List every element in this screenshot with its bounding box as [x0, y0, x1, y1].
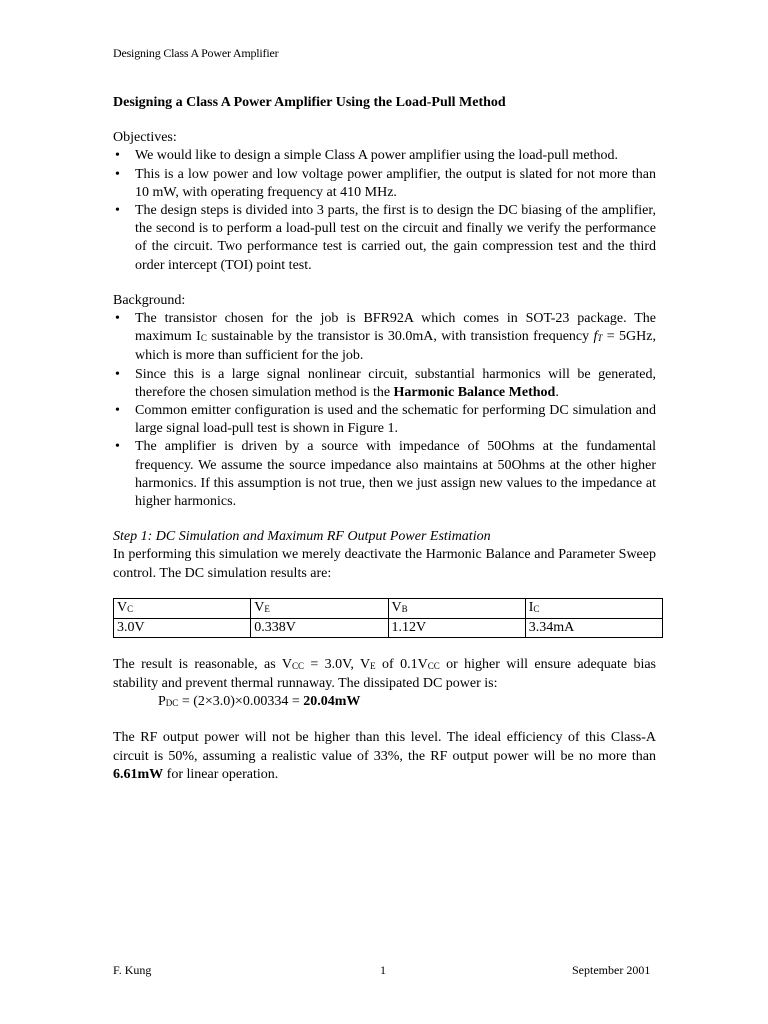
table-header-cell: IC — [525, 598, 662, 618]
table-header-cell: VB — [388, 598, 525, 618]
document-body — [113, 94, 656, 784]
footer-author: F. Kung — [113, 963, 152, 977]
objective-item: • The design steps is divided into 3 parts, the first is to design the DC biasing of the amplifier, the second is to perform a load-pull test on the circuit and finally we verify the performance of the circuit. Two performance test is carried out, the gain compression test and the third order intercept (TOI) point test. — [113, 202, 656, 275]
power-equation: PDC = (2×3.0)×0.00334 = 20.04mW — [158, 694, 361, 710]
table-header-cell: VE — [251, 598, 388, 618]
table-header-cell: VC — [114, 598, 251, 618]
step1-heading: Step 1: DC Simulation and Maximum RF Output Power Estimation — [113, 529, 491, 545]
background-item-harmonics: • Since this is a large signal nonlinear circuit, substantial harmonics will be generated, therefore the chosen simulation method is the Harmonic Balance Method. — [113, 366, 656, 402]
background-item-transistor: • The transistor chosen for the job is BFR92A which comes in SOT-23 package. The maximum IC sustainable by the transistor is 30.0mA, with transistion frequency fT = 5GHz, which is more than sufficient for the job. — [113, 310, 656, 366]
table-cell: 3.0V — [114, 618, 251, 637]
footer-date: September 2001 — [572, 963, 651, 977]
document-title: Designing a Class A Power Amplifier Using the Load-Pull Method — [113, 95, 506, 110]
background-list — [113, 310, 656, 511]
objectives-heading: Objectives: — [113, 130, 177, 146]
table-row — [114, 618, 663, 637]
background-item-source-impedance: • The amplifier is driven by a source with impedance of 50Ohms at the fundamental frequency. We assume the source impedance also maintains at 50Ohms at the other higher harmonics. If this assumption is not true, then we just assign new values to the impedance at higher harmonics. — [113, 438, 656, 511]
step1-intro: In performing this simulation we merely deactivate the Harmonic Balance and Parameter Sweep control. The DC simulation results are: — [113, 547, 656, 581]
running-header: Designing Class A Power Amplifier — [113, 46, 279, 60]
background-heading: Background: — [113, 292, 186, 308]
table-cell: 0.338V — [251, 618, 388, 637]
page-number: 1 — [380, 963, 386, 977]
objective-item: • This is a low power and low voltage power amplifier, the output is slated for not more than 10 mW, with operating frequency at 410 MHz. — [113, 166, 656, 202]
dc-results-table — [113, 598, 663, 638]
objective-item: • We would like to design a simple Class A power amplifier using the load-pull method. — [113, 147, 656, 165]
objectives-list — [113, 147, 656, 274]
table-cell: 1.12V — [388, 618, 525, 637]
rf-power-result: 6.61mW — [113, 766, 164, 782]
harmonic-balance-emphasis: Harmonic Balance Method — [393, 384, 556, 400]
table-header-row — [114, 598, 663, 618]
rf-power-paragraph: The RF output power will not be higher than this level. The ideal efficiency of this Class-A circuit is 50%, assuming a realistic value of 33%, the RF output power will be no more than 6.61mW for linear operation. — [113, 730, 656, 782]
table-cell: 3.34mA — [525, 618, 662, 637]
result-paragraph: The result is reasonable, as VCC = 3.0V, VE of 0.1VCC or higher will ensure adequate bias stability and prevent thermal runnaway. The dissipated DC power is: — [113, 656, 656, 692]
background-item-configuration: • Common emitter configuration is used and the schematic for performing DC simulation and large signal load-pull test is shown in Figure 1. — [113, 402, 656, 438]
dc-power-result: 20.04mW — [303, 694, 361, 710]
